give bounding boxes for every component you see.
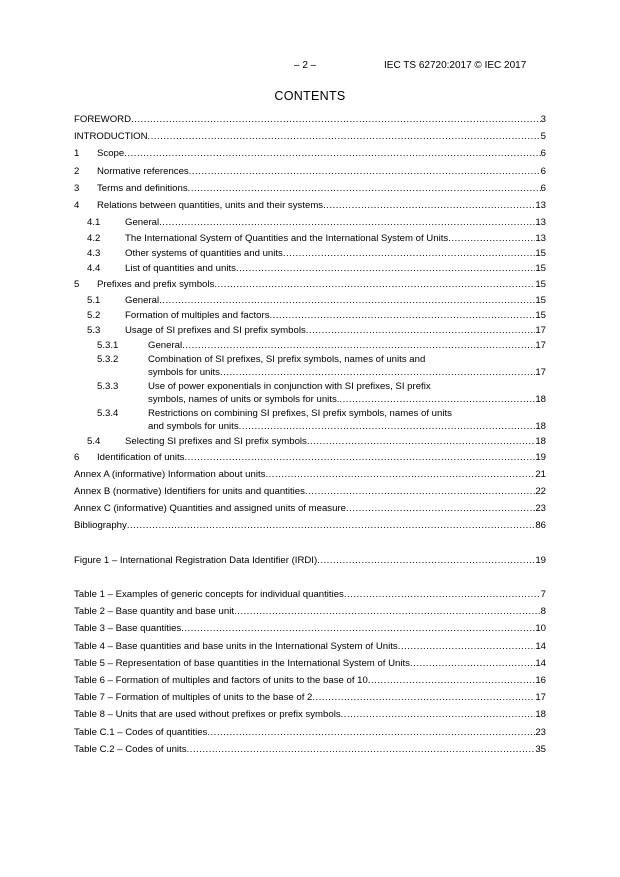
toc-entry-5-3-1[interactable]: 5.3.1 General ..... 17 (74, 340, 546, 352)
toc-entry-5-3-2[interactable]: symbols for units ..... 17 (74, 367, 546, 379)
toc-entry-5-3-3[interactable]: symbols, names of units or symbols for units. ..... 18 (74, 394, 546, 406)
toc-entry-5-3-4-number: 5.3.4 (97, 408, 119, 419)
toc-entry-foreword[interactable]: FOREWORD ..... 3 (74, 114, 546, 126)
toc-entry-annex-b[interactable]: Annex B (normative) Identifiers for units and quantities ..... 22 (74, 486, 546, 498)
toc-entry-annex-c[interactable]: Annex C (informative) Quantities and assigned units of measure ..... 23 (74, 503, 546, 515)
toc-entry-5-2[interactable]: 5.2 Formation of multiples and factors ..... 15 (74, 310, 546, 322)
list-of-tables-entry[interactable]: Table C.1 – Codes of quantities ..... 23 (74, 727, 546, 739)
list-of-tables-entry[interactable]: Table 7 – Formation of multiples of units to the base of 2 ..... 17 (74, 692, 546, 704)
toc-entry-terms[interactable]: 3 Terms and definitions ..... 6 (74, 183, 546, 195)
toc-entry-4-1[interactable]: 4.1 General ..... 13 (74, 217, 546, 229)
toc-entry-4-2[interactable]: 4.2 The International System of Quantities and the International System of Units ..... 13 (74, 233, 546, 245)
toc-entry-bibliography[interactable]: Bibliography ..... 86 (74, 520, 546, 532)
toc-entry-scope[interactable]: 1 Scope ..... 6 (74, 148, 546, 160)
toc-entry-introduction[interactable]: INTRODUCTION ..... 5 (74, 131, 546, 143)
toc-entry-prefixes[interactable]: 5 Prefixes and prefix symbols ..... 15 (74, 279, 546, 291)
toc-entry-5-3-2-number: 5.3.2 (97, 354, 119, 365)
toc-entry-5-3-3-number: 5.3.3 (97, 381, 119, 392)
list-of-tables-entry[interactable]: Table 6 – Formation of multiples and factors of units to the base of 10 ..... 16 (74, 675, 546, 687)
document-id-header: IEC TS 62720:2017 © IEC 2017 (384, 60, 527, 71)
toc-entry-5-3-3-line1[interactable]: Use of power exponentials in conjunction with SI prefixes, SI prefix (148, 381, 431, 392)
toc-entry-relations[interactable]: 4 Relations between quantities, units and their systems ..... 13 (74, 200, 546, 212)
list-of-figures-entry[interactable]: Figure 1 – International Registration Data Identifier (IRDI) ..... 19 (74, 555, 546, 567)
list-of-tables-entry[interactable]: Table 2 – Base quantity and base unit ..... 8 (74, 606, 546, 618)
toc-entry-5-3[interactable]: 5.3 Usage of SI prefixes and SI prefix symbols ..... 17 (74, 325, 546, 337)
list-of-tables-entry[interactable]: Table C.2 – Codes of units ..... 35 (74, 744, 546, 756)
toc-entry-normative-references[interactable]: 2 Normative references ..... 6 (74, 166, 546, 178)
list-of-tables-entry[interactable]: Table 8 – Units that are used without prefixes or prefix symbols ..... 18 (74, 709, 546, 721)
toc-entry-5-3-2-line1[interactable]: Combination of SI prefixes, SI prefix symbols, names of units and (148, 354, 426, 365)
toc-entry-4-4[interactable]: 4.4 List of quantities and units ..... 15 (74, 263, 546, 275)
list-of-tables-entry[interactable]: Table 5 – Representation of base quantities in the International System of Units ..... 14 (74, 658, 546, 670)
toc-entry-identification[interactable]: 6 Identification of units ..... 19 (74, 452, 546, 464)
list-of-tables-entry[interactable]: Table 1 – Examples of generic concepts for individual quantities ..... 7 (74, 589, 546, 601)
toc-entry-5-1[interactable]: 5.1 General ..... 15 (74, 295, 546, 307)
toc-entry-annex-a[interactable]: Annex A (informative) Information about units ..... 21 (74, 469, 546, 481)
list-of-tables-entry[interactable]: Table 4 – Base quantities and base units in the International System of Units ..... 14 (74, 641, 546, 653)
toc-entry-5-4[interactable]: 5.4 Selecting SI prefixes and SI prefix symbols ..... 18 (74, 436, 546, 448)
toc-entry-4-3[interactable]: 4.3 Other systems of quantities and units ..... 15 (74, 248, 546, 260)
page-title: CONTENTS (274, 89, 346, 103)
list-of-tables-entry[interactable]: Table 3 – Base quantities ..... 10 (74, 623, 546, 635)
page-number-header: – 2 – (294, 60, 317, 71)
toc-entry-5-3-4[interactable]: and symbols for units ..... 18 (74, 421, 546, 433)
toc-entry-5-3-4-line1[interactable]: Restrictions on combining SI prefixes, SI prefix symbols, names of units (148, 408, 452, 419)
